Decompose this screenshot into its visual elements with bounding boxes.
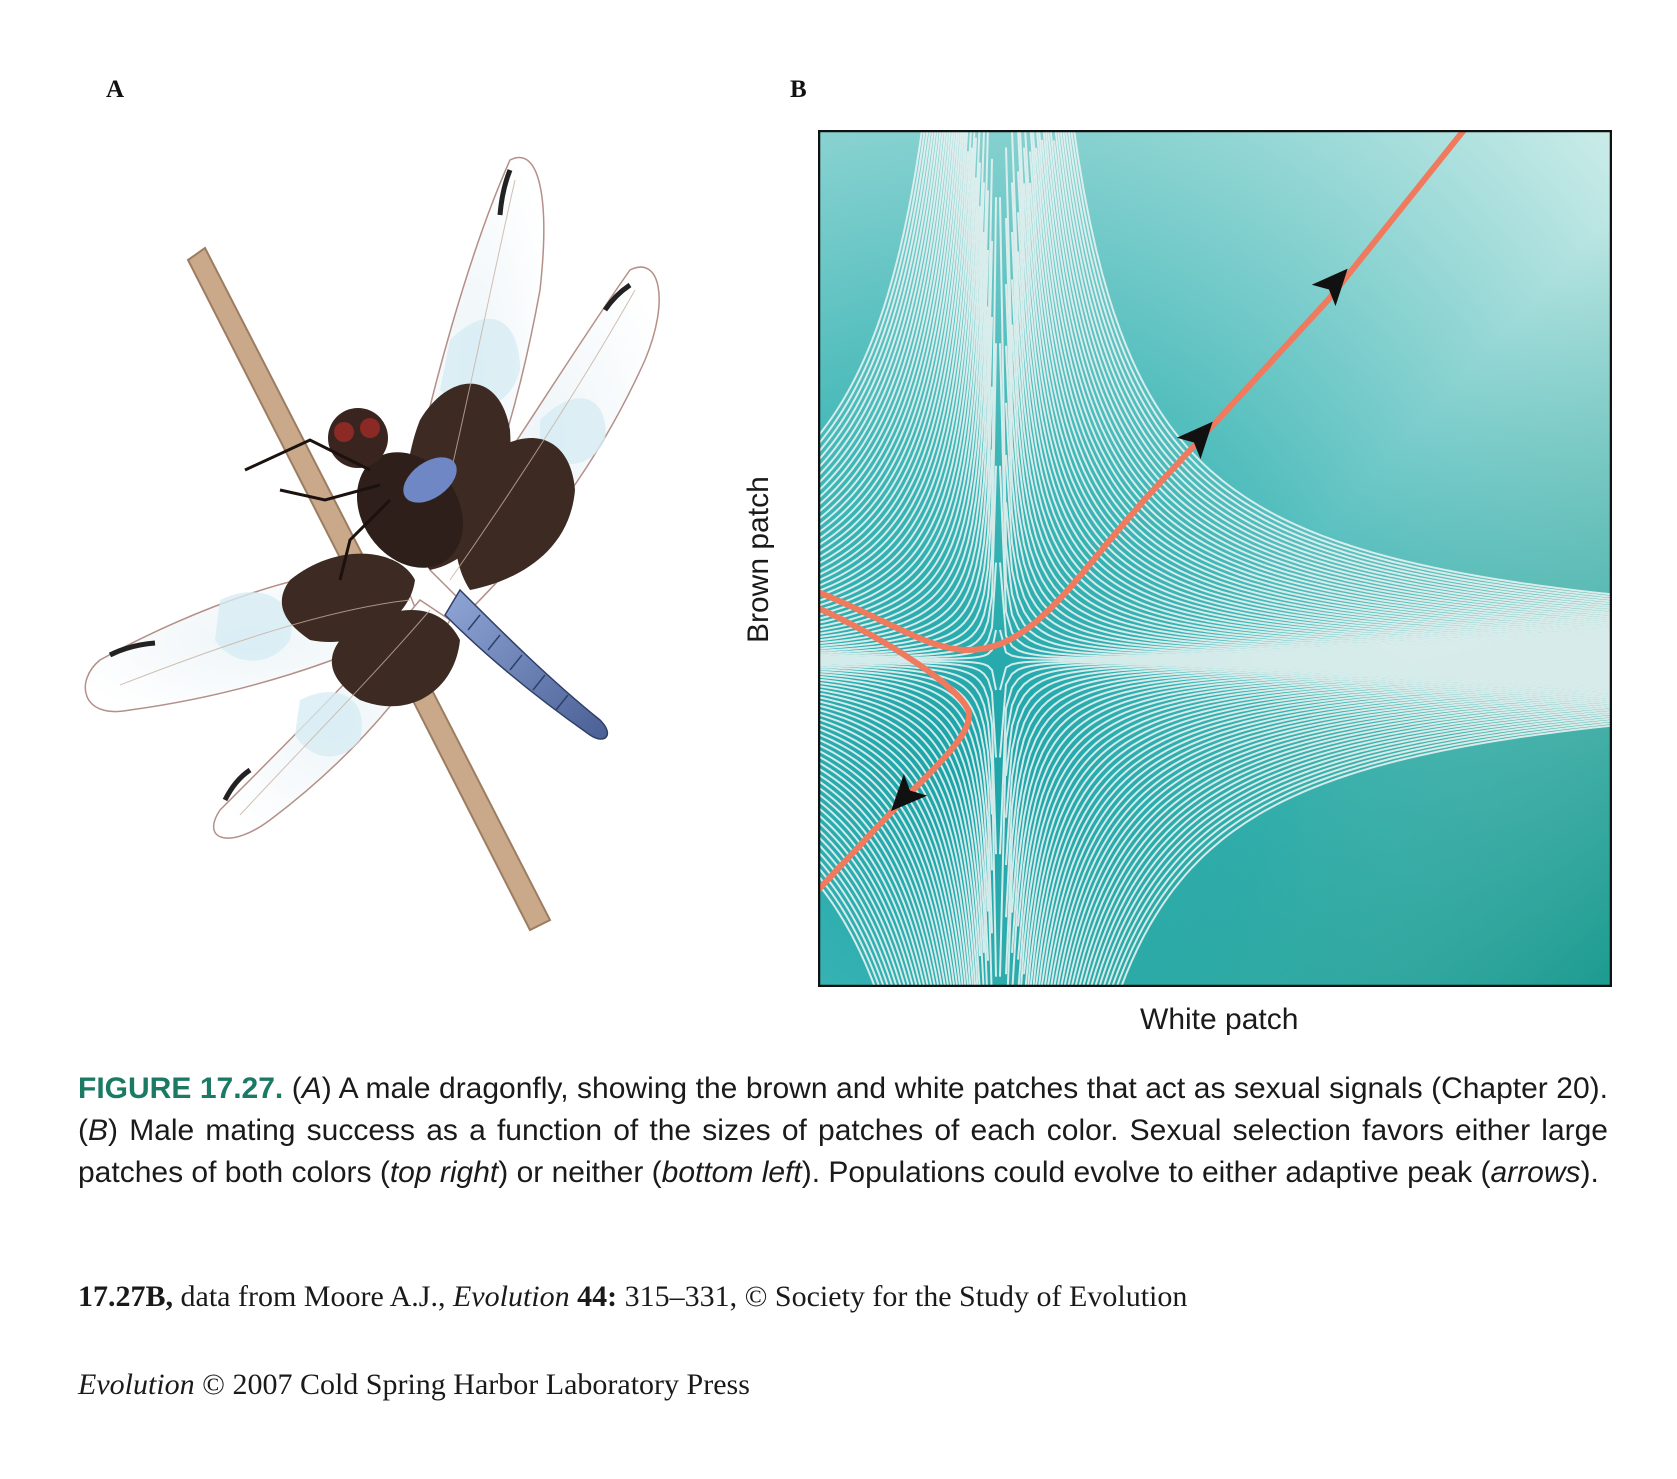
caption-text-4: ). Populations could evolve to either adaptive peak ( [801, 1156, 1491, 1189]
caption-top-right: top right [389, 1156, 499, 1189]
y-axis-label: Brown patch [742, 476, 775, 643]
data-credit [78, 1280, 1608, 1314]
caption-b-tag: B [88, 1114, 109, 1147]
caption-a-tag: A [301, 1072, 322, 1105]
credit-journal: Evolution [452, 1280, 570, 1313]
panel-b-label: B [790, 76, 807, 103]
caption-arrows: arrows [1490, 1156, 1581, 1189]
figure-number: FIGURE 17.27. [78, 1072, 284, 1105]
credit-volume: 44: [569, 1280, 618, 1313]
book-copyright [78, 1368, 1608, 1402]
copyright-book: Evolution [78, 1368, 195, 1401]
credit-text-2: 315–331, © Society for the Study of Evolution [617, 1280, 1188, 1313]
caption-text-3: ) or neither ( [498, 1156, 662, 1189]
caption-text-5: ). [1580, 1156, 1599, 1189]
x-axis-label: White patch [1140, 1003, 1299, 1036]
abdomen [445, 590, 607, 739]
credit-ref: 17.27B, [78, 1280, 174, 1313]
copyright-text: © 2007 Cold Spring Harbor Laboratory Press [194, 1368, 750, 1401]
caption-text-1: A male dragonfly, showing the brown and white patches that act as sexual signals (Chapter 20). ( [78, 1072, 1608, 1147]
figure-caption: FIGURE 17.27. (A) A male dragonfly, showing the brown and white patches that act as sexual signals (Chapter 20). (B) Male mating success as a function of the sizes of patches of each color. Sexual selection favors either large patches of both colors (top right) or neither (bottom left). Populations could evolve to either adaptive peak (arrows). [78, 1072, 1608, 1189]
credit-text-1: data from Moore A.J., [173, 1280, 453, 1313]
caption-text-2: ) Male mating success as a function of the sizes of patches of each color. Sexual selection favors either large patches of both colors ( [78, 1114, 1608, 1189]
panel-a-label: A [106, 76, 125, 103]
fitness-landscape-chart [818, 130, 1612, 987]
dragonfly-illustration [70, 140, 690, 940]
caption-bottom-left: bottom left [661, 1156, 802, 1189]
